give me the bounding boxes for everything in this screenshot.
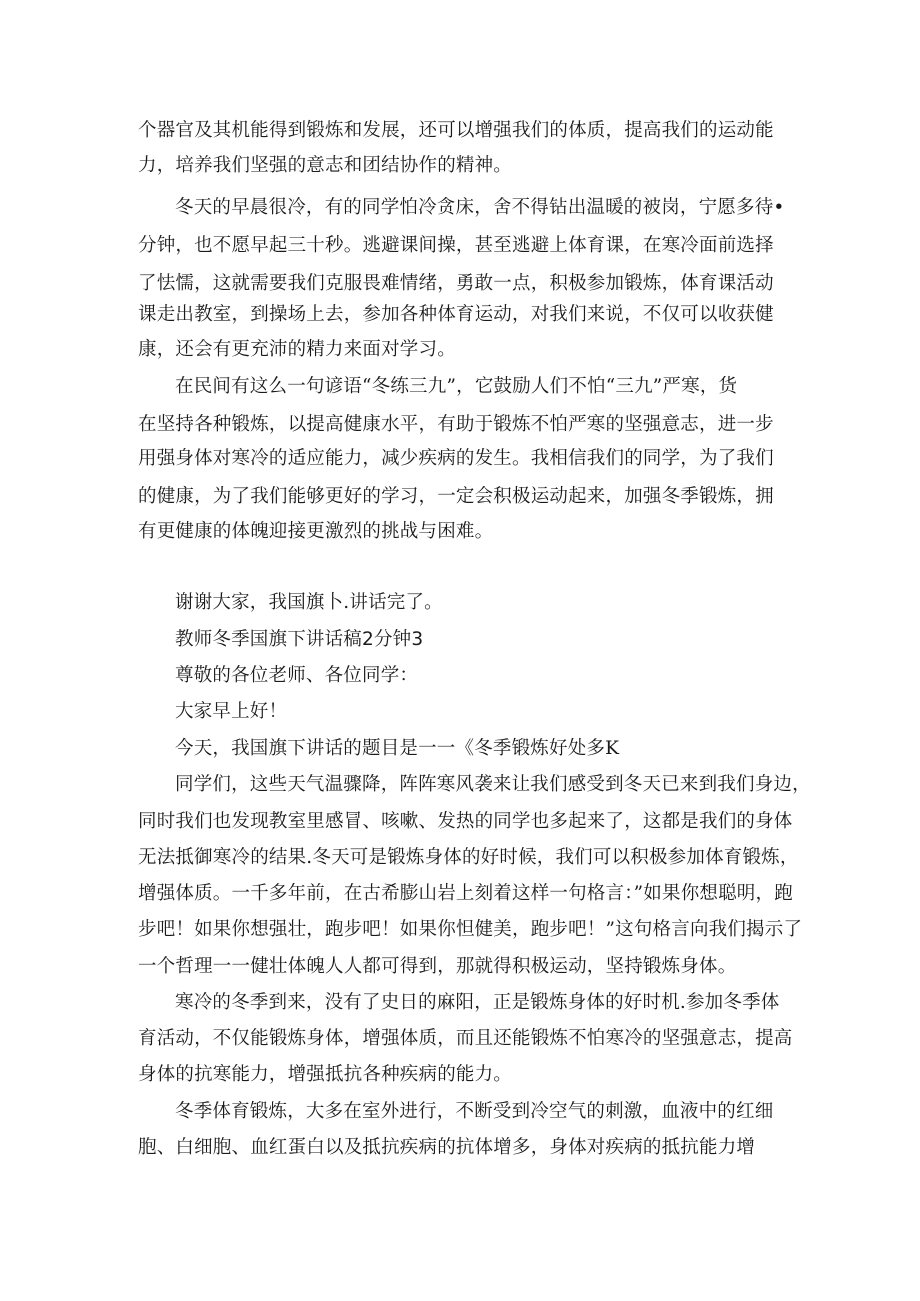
text-line: 育活动，不仅能锻炼身体，增强体质，而且还能锻炼不怕寒冷的坚强意志，提高 [138, 1028, 793, 1049]
text-line: 分钟，也不愿早起三十秒。逃避课间操，甚至逃避上体育课，在寒冷面前选择 [138, 235, 774, 256]
text-line: 个器官及其机能得到锻炼和发展，还可以增强我们的体质，提高我们的运动能 [138, 120, 774, 141]
paragraph-start: 寒冷的冬季到来，没有了史日的麻阳，正是锻炼身体的好时机.参加冬季体 [175, 992, 780, 1013]
text-line: 身体的抗寒能力，增强抵抗各种疾病的能力。 [138, 1064, 513, 1085]
text-line: 步吧！如果你想强壮，跑步吧！如果你怛健美，跑步吧！”这句格言向我们揭示了 [138, 919, 803, 940]
paragraph-start: 冬季体育锻炼，大多在室外进行，不断受到冷空气的刺激，血液中的红细 [175, 1101, 774, 1122]
paragraph-start: 冬天的早晨很冷，有的同学怕冷贪床，舍不得钻出温暖的被岗，宁愿多待• [175, 197, 785, 218]
text-line: 了怯懦，这就需要我们克服畏难情绪，勇敢一点，积极参加锻炼，体育课活动 [138, 273, 774, 294]
paragraph-start: 在民间有这么一句谚语“冬练三九”，它鼓励人们不怕“三九”严寒，货 [175, 376, 738, 397]
text-line: 同时我们也发现教室里感冒、咳嗽、发热的同学也多起来了，这都是我们的身体 [138, 811, 793, 832]
text-line: 力，培养我们坚强的意志和团结协作的精神。 [138, 155, 513, 176]
text-line: 一个哲理一一健壮体魄人人都可得到，那就得积极运动，坚持锻炼身体。 [138, 956, 737, 977]
speech-topic: 今天，我国旗下讲话的题目是一一《冬季锻炼好处多K [175, 738, 620, 759]
text-line: 有更健康的体魄迎接更激烈的挑战与困难。 [138, 521, 494, 542]
text-line: 增强体质。一千多年前，在古希膨山岩上刻着这样一句格言：”如果你想聪明，跑 [138, 883, 793, 904]
text-line: 用强身体对寒冷的适应能力，减少疾病的发生。我相信我们的同学，为了我们 [138, 448, 774, 469]
paragraph-start: 同学们，这些天气温骤降，阵阵寒风袭来让我们感受到冬天已来到我们身边， [175, 774, 811, 795]
text-line: 胞、白细胞、血红蛋白以及抵抗疾病的抗体增多，身体对疾病的抵抗能力增 [138, 1137, 756, 1158]
greeting: 大家早上好！ [175, 701, 288, 722]
text-line: 在坚持各种锻炼，以提高健康水平，有助于锻炼不怕严寒的坚强意志，进一步 [138, 414, 774, 435]
text-line: 的健康，为了我们能够更好的学习，一定会积极运动起来，加强冬季锻炼，拥 [138, 486, 774, 507]
document-title: 教师冬季国旗下讲话稿2分钟3 [175, 629, 424, 650]
text-line: 康，还会有更充沛的精力来面对学习。 [138, 339, 456, 360]
text-line: 无法抵御寒冷的结果.冬天可是锻炼身体的好时候，我们可以积极参加体育锻炼， [138, 847, 799, 868]
salutation: 尊敬的各位老师、各位同学： [175, 665, 419, 686]
text-line: 课走出教室，到操场上去，参加各种体育运动，对我们来说，不仅可以收获健 [138, 304, 774, 325]
closing-line: 谢谢大家，我国旗卜.讲话完了。 [175, 592, 443, 613]
